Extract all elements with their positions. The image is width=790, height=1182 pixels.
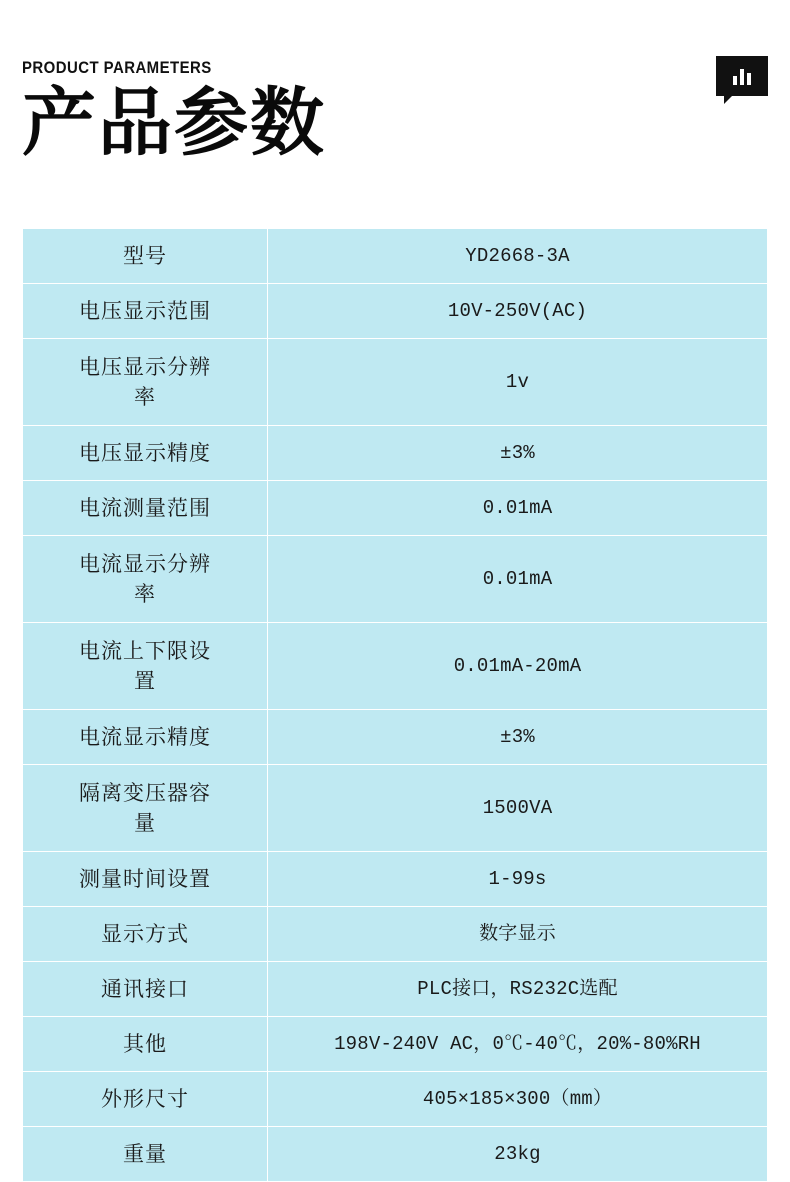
spec-value: ±3%: [268, 426, 768, 481]
spec-value: 405×185×300（mm）: [268, 1072, 768, 1127]
table-row: [23, 852, 768, 907]
spec-value: 0.01mA-20mA: [268, 623, 768, 710]
spec-table-body: [23, 229, 768, 1182]
spec-label: 电流显示分辨率: [23, 536, 268, 623]
bar-chart-icon: [733, 67, 751, 85]
spec-value: 数字显示: [268, 907, 768, 962]
spec-value: 10V-250V(AC): [268, 284, 768, 339]
spec-label: 隔离变压器容量: [23, 765, 268, 852]
spec-value: YD2668-3A: [268, 229, 768, 284]
table-row: [23, 907, 768, 962]
spec-value: ±3%: [268, 710, 768, 765]
spec-value: 198V-240V AC，0℃-40℃，20%-80%RH: [268, 1017, 768, 1072]
table-row: [23, 284, 768, 339]
spec-label: 电流测量范围: [23, 481, 268, 536]
table-row: [23, 710, 768, 765]
spec-label: 测量时间设置: [23, 852, 268, 907]
page-title: 产品参数: [22, 81, 326, 164]
spec-label: 电压显示分辨率: [23, 339, 268, 426]
spec-label: 重量: [23, 1127, 268, 1182]
spec-value: 1v: [268, 339, 768, 426]
spec-label: 显示方式: [23, 907, 268, 962]
spec-value: 1500VA: [268, 765, 768, 852]
table-row: [23, 426, 768, 481]
spec-label: 其他: [23, 1017, 268, 1072]
spec-label: 电流显示精度: [23, 710, 268, 765]
table-row: [23, 481, 768, 536]
spec-value: 23kg: [268, 1127, 768, 1182]
table-row: [23, 536, 768, 623]
spec-value: 0.01mA: [268, 536, 768, 623]
spec-label: 电流上下限设置: [23, 623, 268, 710]
spec-label: 电压显示精度: [23, 426, 268, 481]
spec-label: 电压显示范围: [23, 284, 268, 339]
spec-label: 外形尺寸: [23, 1072, 268, 1127]
table-row: [23, 1017, 768, 1072]
page-header: [22, 58, 768, 198]
spec-value: PLC接口，RS232C选配: [268, 962, 768, 1017]
table-row: [23, 1072, 768, 1127]
page-eyebrow: PRODUCT PARAMETERS: [22, 58, 212, 77]
table-row: [23, 1127, 768, 1182]
table-row: [23, 339, 768, 426]
spec-value: 1-99s: [268, 852, 768, 907]
table-row: [23, 229, 768, 284]
table-row: [23, 765, 768, 852]
spec-value: 0.01mA: [268, 481, 768, 536]
badge-tail: [724, 95, 733, 104]
spec-table-wrapper: [22, 228, 768, 1182]
spec-label: 型号: [23, 229, 268, 284]
table-row: [23, 962, 768, 1017]
bar-chart-badge: [716, 56, 768, 96]
spec-table: [22, 228, 768, 1182]
spec-label: 通讯接口: [23, 962, 268, 1017]
table-row: [23, 623, 768, 710]
